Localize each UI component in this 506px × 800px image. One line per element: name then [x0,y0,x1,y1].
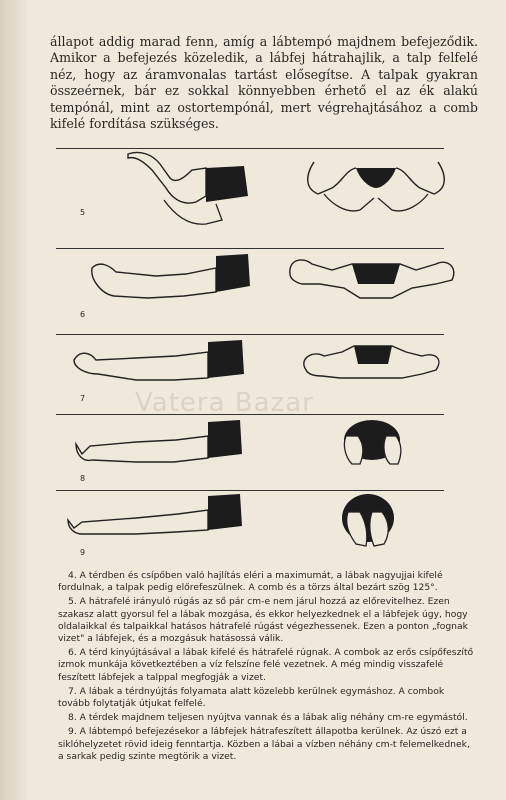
figure-number: 5 [80,208,86,217]
caption-item: 4. A térdben és csípőben való hajlítás eléri a maximumát, a lábak nagyujjai kifelé fordulnak, a talpak pedig előrefeszülnek. A comb és a törzs által bezárt szög 125°. [58,570,443,594]
intro-paragraph [50,34,478,132]
figure-8-illustration [56,414,450,488]
watermark: Vatera Bazar [135,388,314,418]
figure-5-illustration [56,148,450,240]
figure-row [56,414,450,488]
caption-item: 6. A térd kinyújtásával a lábak kifelé és hátrafelé rúgnak. A combok az erős csípőfeszítő izmok munkája következtében a víz felszíne felé vezetnek. A még mindig visszafelé feszített lábfejek a talppal megfogják a vizet. [58,647,474,683]
figure-number: 7 [80,394,86,403]
figure-captions [58,570,478,765]
figure-row [56,248,450,328]
figure-number: 9 [80,548,86,557]
figure-number: 8 [80,474,86,483]
figure-row [56,148,450,240]
page-binding-edge [0,0,26,800]
figure-sequence [56,138,450,568]
caption-item: 7. A lábak a térdnyújtás folyamata alatt közelebb kerülnek egymáshoz. A combok tovább folytatják útjukat felfelé. [58,685,445,710]
caption-item: 8. A térdek majdnem teljesen nyújtva vannak és a lábak alig néhány cm-re egymástól. [68,712,468,724]
intro-text: állapot addig marad fenn, amíg a lábtempó majdnem befejeződik. Amikor a befejezés közeledik, a lábfej hátrahajlik, a talp felfelé néz, hogy az áramvonalas tartást elősegítse. A talpak gyakran összeérnek, bár ez sokkal könnyebben érhető el az ék alakú tempónál, mint az ostortempónál, mert végrehajtásához a comb kifelé fordítása szükséges. [50,34,478,132]
figure-6-illustration [56,248,450,328]
caption-item: 5. A hátrafelé irányuló rúgás az ső pár cm-e nem járul hozzá az előrevitelhez. Ezen szakasz alatt gyorsul fel a lábak mozgása, és ekkor helyezkednek el a lábfejek úgy, hogy oldalaikkal és talpaikkal hatásos hátrafelé rúgást végezhessenek. Ezen a ponton „fognak vizet" a lábfejek, és a mozgásuk hatásossá válik. [58,596,468,645]
caption-item: 9. A lábtempó befejezésekor a lábfejek hátrafeszített állapotba kerülnek. Az úszó ezt a siklóhelyzetet rövid ideig fenntartja. Közben a lábai a vízben néhány cm-t felemelkednek, a sarkak pedig szinte megtörik a vizet. [58,726,470,762]
figure-number: 6 [80,310,86,319]
figure-9-illustration [56,490,450,564]
figure-row [56,490,450,564]
